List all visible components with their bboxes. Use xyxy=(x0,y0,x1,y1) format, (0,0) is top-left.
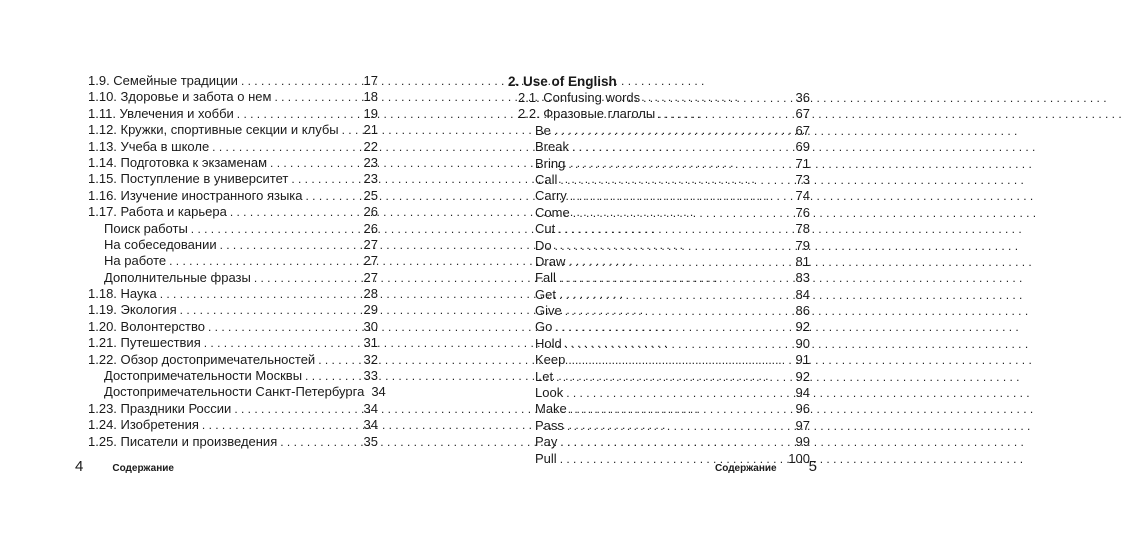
dot-leader xyxy=(573,205,792,221)
toc-entry xyxy=(88,335,378,351)
toc-entry-page: 28 xyxy=(363,286,378,302)
dot-leader xyxy=(318,352,359,368)
toc-entry-label: Pull xyxy=(535,450,557,466)
toc-entry xyxy=(508,369,810,385)
toc-entry-page: 86 xyxy=(795,303,810,319)
toc-entry-page: 34 xyxy=(371,384,386,400)
dot-leader xyxy=(565,303,792,319)
toc-entry-page: 100 xyxy=(788,450,810,466)
toc-entry-label: Bring xyxy=(535,155,566,171)
toc-entry-label: Дополнительные фразы xyxy=(104,269,251,285)
toc-entry-page: 35 xyxy=(363,433,378,449)
toc-entry xyxy=(88,319,378,335)
toc-entry xyxy=(508,139,810,155)
dot-leader xyxy=(560,172,791,188)
toc-entry xyxy=(508,434,810,450)
toc-entry-label: Look xyxy=(535,385,564,401)
toc-entry xyxy=(508,254,810,270)
toc-entry-label: 1.15. Поступление в университет xyxy=(88,171,289,187)
dot-leader xyxy=(280,434,359,450)
toc-entry xyxy=(508,401,810,417)
dot-leader xyxy=(237,106,360,122)
dot-leader xyxy=(241,73,360,89)
toc-entry-label: 1.14. Подготовка к экзаменам xyxy=(88,154,268,170)
toc-entry-page: 84 xyxy=(795,286,810,302)
toc-entry-page: 18 xyxy=(363,89,378,105)
toc-entry-page: 90 xyxy=(795,335,810,351)
toc-entry-label: 1.21. Путешествия xyxy=(88,335,201,351)
toc-entry-label: Carry xyxy=(535,188,567,204)
toc-entry-page: 30 xyxy=(363,318,378,334)
toc-entry-label: Give xyxy=(535,303,562,319)
toc-entry-label: Pass xyxy=(535,417,564,433)
toc-entry-label: 2.2. Фразовые глаголы xyxy=(518,106,656,122)
toc-entry-label: Cut xyxy=(535,221,556,237)
dot-leader xyxy=(566,385,791,401)
right-page-toc xyxy=(508,73,810,467)
toc-entry-page: 22 xyxy=(363,138,378,154)
dot-leader xyxy=(202,417,360,433)
dot-leader xyxy=(342,122,360,138)
toc-entry-page: 27 xyxy=(363,236,378,252)
toc-entry xyxy=(508,172,810,188)
toc-entry-label: 1.18. Наука xyxy=(88,286,157,302)
toc-entry xyxy=(88,286,378,302)
toc-entry xyxy=(88,384,386,400)
toc-entry-label: На собеседовании xyxy=(104,236,217,252)
running-title: Содержание xyxy=(715,463,777,474)
toc-entry-label: 1.16. Изучение иностранного языка xyxy=(88,187,303,203)
dot-leader xyxy=(291,171,359,187)
dot-leader xyxy=(254,270,360,286)
toc-entry-page: 76 xyxy=(795,204,810,220)
toc-entry-page: 32 xyxy=(363,351,378,367)
toc-entry-page: 69 xyxy=(795,139,810,155)
dot-leader xyxy=(558,221,791,237)
toc-entry-page: 21 xyxy=(363,122,378,138)
toc-entry-label: 1.10. Здоровье и забота о нем xyxy=(88,89,272,105)
dot-leader xyxy=(565,336,792,352)
dot-leader xyxy=(568,352,791,368)
toc-entry-page: 29 xyxy=(363,302,378,318)
toc-entry xyxy=(88,352,378,368)
toc-entry-page: 26 xyxy=(363,204,378,220)
toc-entry xyxy=(88,122,378,138)
toc-entry-label: 1.20. Волонтерство xyxy=(88,318,205,334)
toc-entry-page: 99 xyxy=(795,434,810,450)
toc-entry-label: 1.9. Семейные традиции xyxy=(88,73,238,88)
toc-entry-label: 2.1. Confusing words xyxy=(518,90,641,105)
toc-entry-page: 67 xyxy=(795,106,810,122)
toc-entry xyxy=(88,302,378,318)
toc-entry xyxy=(88,139,378,155)
dot-leader xyxy=(555,319,791,335)
toc-entry-page: 92 xyxy=(795,319,810,335)
dot-leader xyxy=(555,238,792,254)
toc-entry-label: 1.23. Праздники России xyxy=(88,400,232,416)
toc-entry-page: 33 xyxy=(363,368,378,384)
toc-entry xyxy=(508,418,810,434)
dot-leader xyxy=(220,237,360,253)
dot-leader xyxy=(572,139,792,155)
toc-entry xyxy=(88,368,378,384)
toc-entry-label: Make xyxy=(535,401,567,417)
toc-entry xyxy=(88,188,378,204)
dot-leader xyxy=(570,401,792,417)
toc-entry-label: Do xyxy=(535,237,552,253)
toc-entry xyxy=(508,106,810,122)
toc-entry xyxy=(508,90,810,106)
dot-leader xyxy=(568,156,791,172)
toc-entry-page: 26 xyxy=(363,220,378,236)
toc-entry xyxy=(88,171,378,187)
toc-entry xyxy=(88,73,378,89)
dot-leader xyxy=(305,368,359,384)
dot-leader xyxy=(169,253,359,269)
toc-entry xyxy=(88,106,378,122)
toc-entry xyxy=(508,319,810,335)
toc-entry-page: 25 xyxy=(363,187,378,203)
toc-entry-page: 78 xyxy=(795,221,810,237)
toc-entry-page: 74 xyxy=(795,188,810,204)
toc-entry-page: 67 xyxy=(795,122,810,138)
dot-leader xyxy=(559,287,792,303)
toc-entry-page: 19 xyxy=(363,105,378,121)
dot-leader xyxy=(204,335,360,351)
toc-entry xyxy=(508,385,810,401)
page-number: 4 xyxy=(75,458,84,475)
toc-entry-page: 79 xyxy=(795,237,810,253)
toc-entry-label: Достопримечательности Москвы xyxy=(104,368,303,384)
toc-entry xyxy=(508,336,810,352)
toc-entry-page: 27 xyxy=(363,269,378,285)
toc-entry-label: Go xyxy=(535,319,553,335)
toc-entry-label: Be xyxy=(535,122,551,138)
toc-entry-label: Get xyxy=(535,286,556,302)
toc-entry-page: 27 xyxy=(363,253,378,269)
dot-leader xyxy=(568,254,791,270)
toc-entry-label: 1.11. Увлечения и хобби xyxy=(88,105,234,121)
dot-leader xyxy=(180,302,360,318)
right-page-footer xyxy=(715,458,817,475)
toc-entry-page: 36 xyxy=(795,90,810,105)
toc-entry xyxy=(508,188,810,204)
toc-entry-label: 1.22. Обзор достопримечательностей xyxy=(88,351,316,367)
section-heading: 2. Use of English xyxy=(508,74,617,89)
toc-entry-page: 73 xyxy=(795,171,810,187)
toc-entry xyxy=(508,221,810,237)
toc-entry-page: 97 xyxy=(795,417,810,433)
toc-entry xyxy=(88,204,378,220)
dot-leader xyxy=(274,89,359,105)
dot-leader xyxy=(556,369,791,385)
toc-entry xyxy=(88,221,378,237)
dot-leader xyxy=(191,221,360,237)
toc-entry-page: 81 xyxy=(795,253,810,269)
dot-leader xyxy=(208,319,360,335)
toc-entry-page: 83 xyxy=(795,270,810,286)
toc-entry-page: 91 xyxy=(795,352,810,368)
toc-entry-label: Draw xyxy=(535,253,566,269)
page-number: 5 xyxy=(808,458,817,475)
dot-leader xyxy=(559,270,792,286)
toc-entry-label: Break xyxy=(535,139,569,155)
toc-entry-page: 31 xyxy=(363,335,378,351)
toc-entry-page: 23 xyxy=(363,171,378,187)
dot-leader xyxy=(560,434,791,450)
toc-entry xyxy=(88,434,378,450)
toc-entry-label: 1.17. Работа и карьера xyxy=(88,204,227,220)
toc-entry xyxy=(508,270,810,286)
right-page-entries xyxy=(508,90,810,467)
toc-entry xyxy=(88,417,378,433)
toc-entry-label: Pay xyxy=(535,434,558,450)
toc-entry xyxy=(508,156,810,172)
toc-entry xyxy=(508,352,810,368)
toc-entry-label: 1.12. Кружки, спортивные секции и клубы xyxy=(88,122,339,138)
toc-entry xyxy=(508,205,810,221)
toc-entry xyxy=(88,401,378,417)
dot-leader xyxy=(570,188,792,204)
toc-entry-page: 96 xyxy=(795,401,810,417)
toc-entry-page: 34 xyxy=(363,400,378,416)
toc-entry-label: 1.19. Экология xyxy=(88,302,177,318)
toc-entry-label: Call xyxy=(535,171,558,187)
left-page-footer xyxy=(75,458,174,475)
toc-entry-label: Достопримечательности Санкт-Петербурга xyxy=(104,384,365,400)
toc-entry xyxy=(508,238,810,254)
toc-entry-label: Keep xyxy=(535,352,566,368)
toc-entry-page: 92 xyxy=(795,368,810,384)
toc-entry-page: 71 xyxy=(795,155,810,171)
toc-entry xyxy=(508,287,810,303)
dot-leader xyxy=(234,401,359,417)
toc-entry-label: На работе xyxy=(104,253,167,269)
toc-entry-page: 23 xyxy=(363,154,378,170)
toc-entry-page: 94 xyxy=(795,385,810,401)
toc-entry-label: Let xyxy=(535,368,554,384)
toc-entry-label: Hold xyxy=(535,335,562,351)
toc-entry xyxy=(88,237,378,253)
toc-entry-label: Fall xyxy=(535,270,556,286)
dot-leader xyxy=(270,155,360,171)
toc-entry xyxy=(88,155,378,171)
toc-entry-label: 1.25. Писатели и произведения xyxy=(88,433,278,449)
toc-entry-label: Come xyxy=(535,204,570,220)
toc-entry xyxy=(88,270,378,286)
toc-entry xyxy=(88,89,378,105)
toc-entry-label: 1.24. Изобретения xyxy=(88,417,199,433)
dot-leader xyxy=(212,139,359,155)
dot-leader xyxy=(230,204,360,220)
left-page-toc xyxy=(88,73,386,450)
toc-entry-page: 34 xyxy=(363,417,378,433)
dot-leader xyxy=(567,418,792,434)
dot-leader xyxy=(643,90,791,106)
toc-entry xyxy=(508,303,810,319)
toc-entry-page: 17 xyxy=(363,73,378,88)
dot-leader xyxy=(554,123,792,139)
toc-entry-label: 1.13. Учеба в школе xyxy=(88,138,210,154)
toc-entry-label: Поиск работы xyxy=(104,220,188,236)
dot-leader xyxy=(160,286,360,302)
dot-leader xyxy=(658,106,791,122)
running-title: Содержание xyxy=(112,463,174,474)
toc-entry xyxy=(88,253,378,269)
toc-entry xyxy=(508,123,810,139)
dot-leader xyxy=(306,188,360,204)
